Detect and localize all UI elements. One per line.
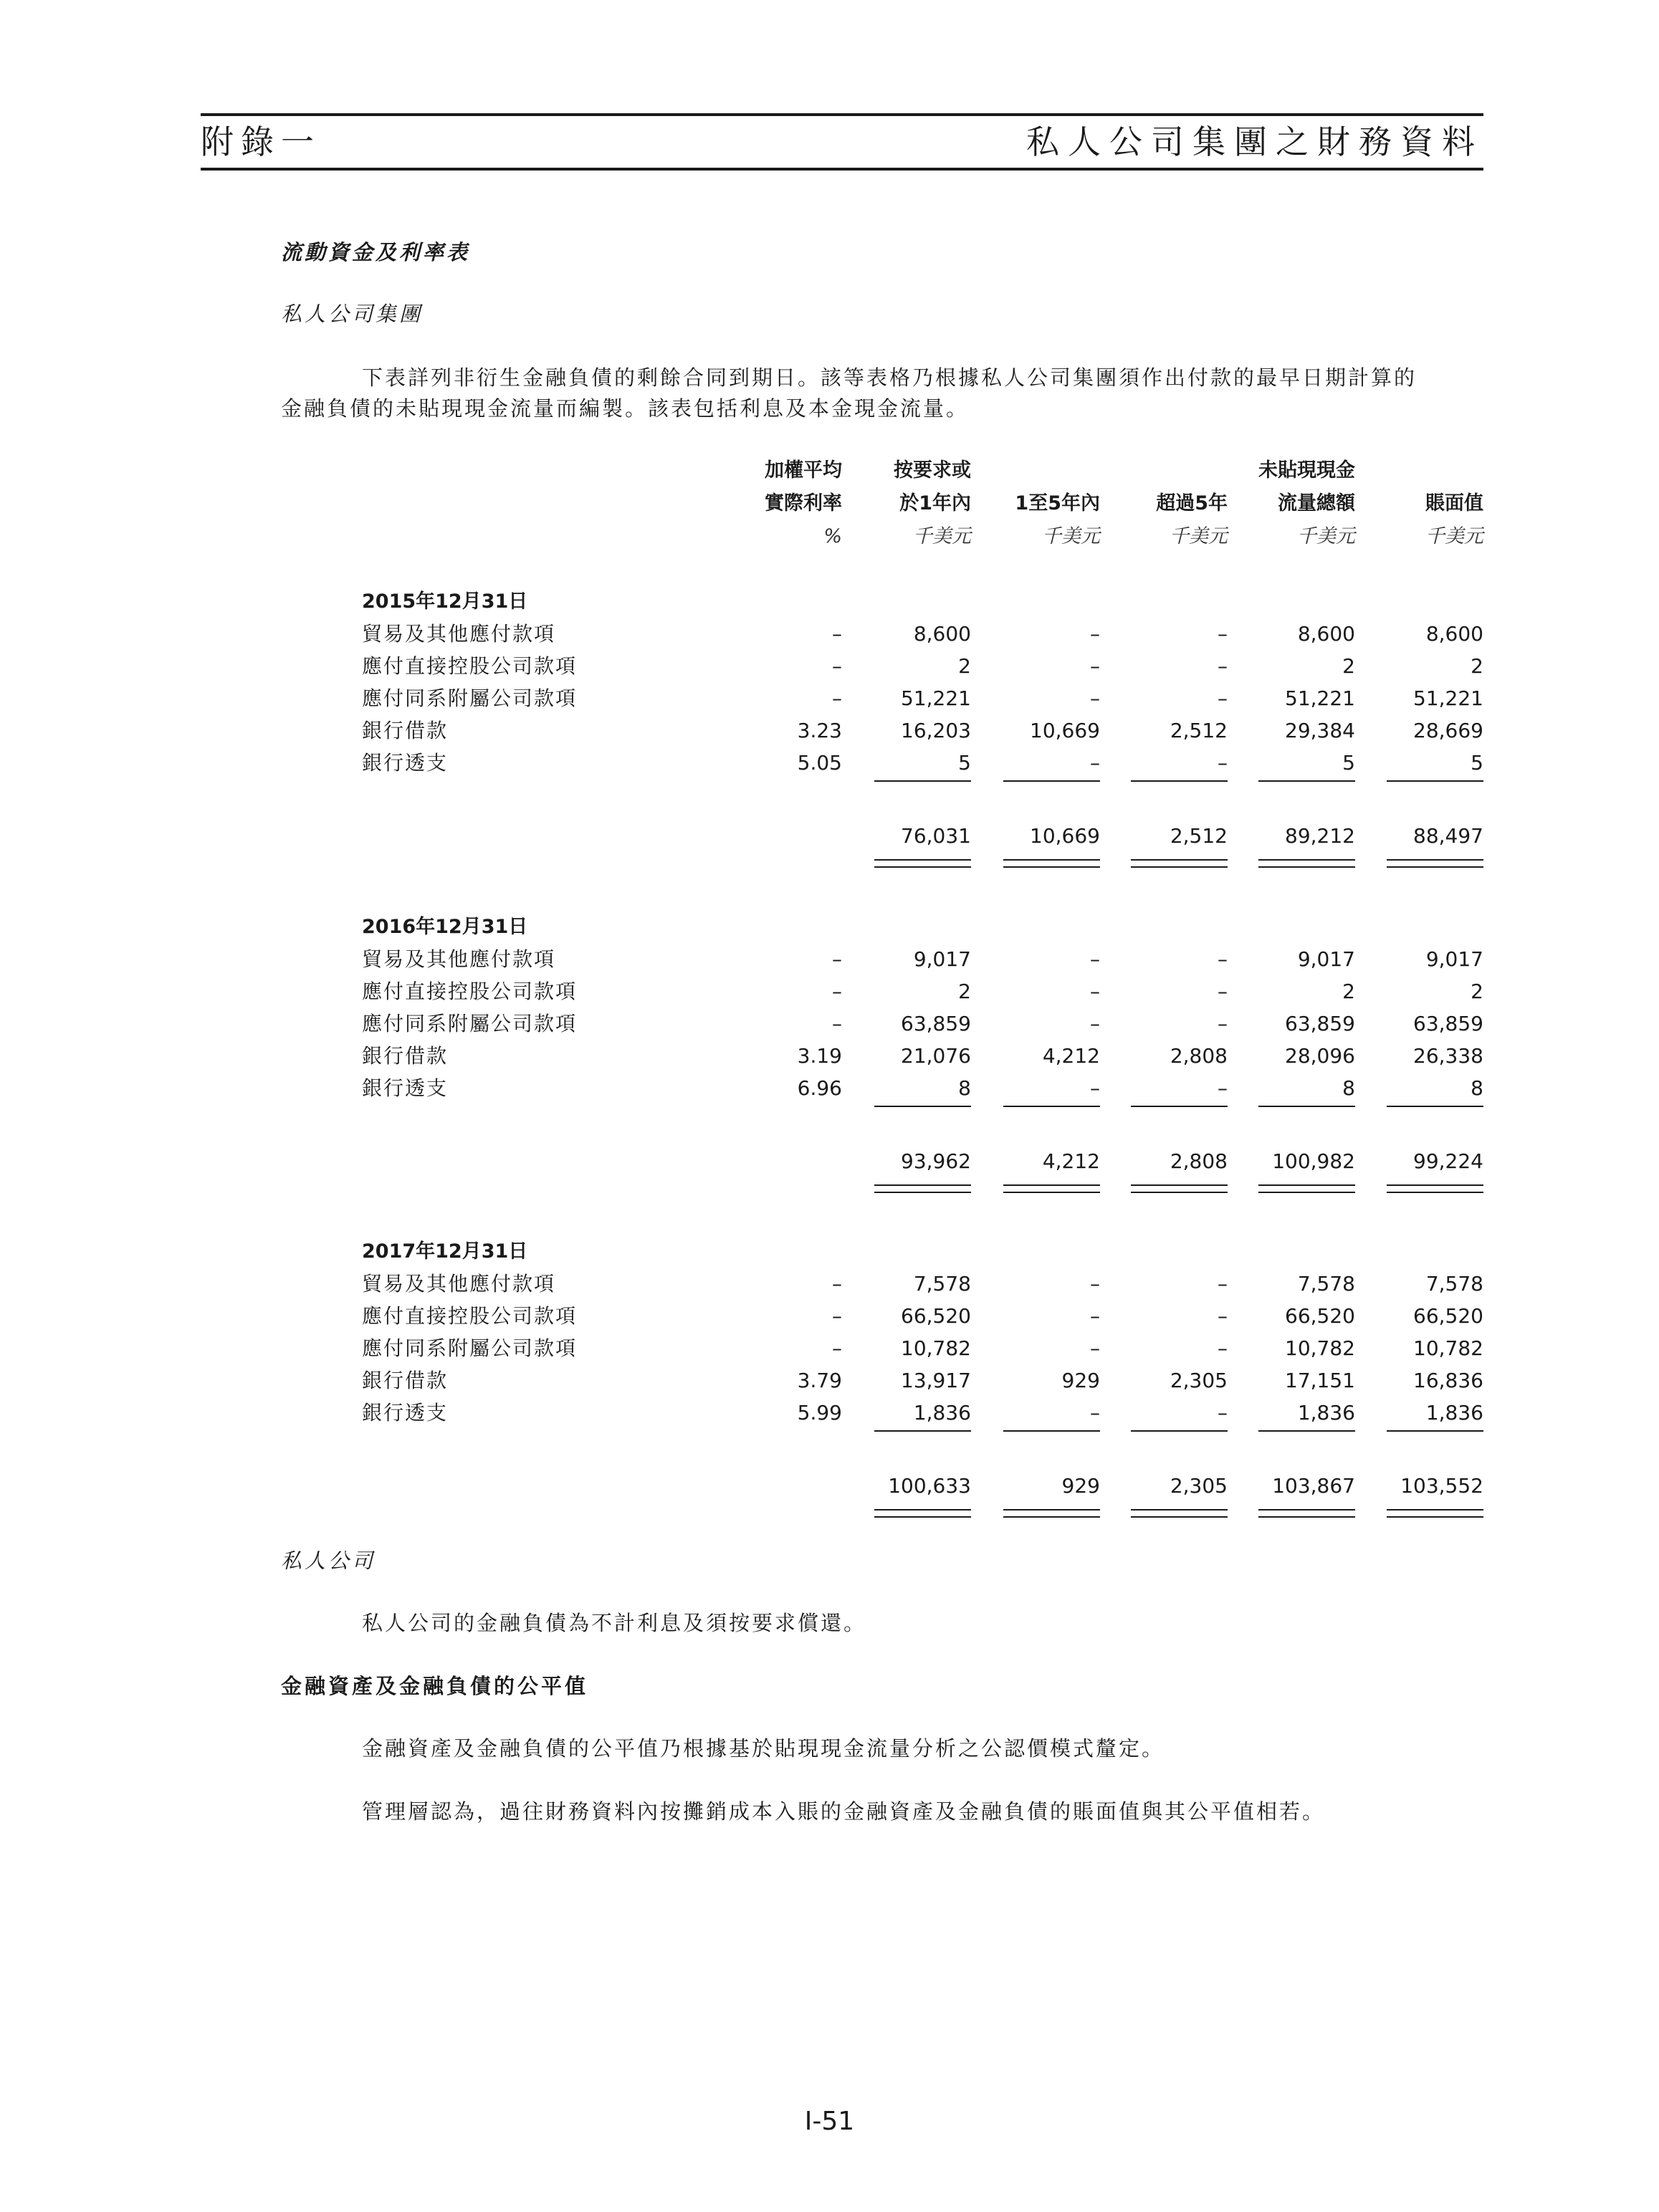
subtotal-rule bbox=[1131, 780, 1228, 782]
row-label: 應付同系附屬公司款項 bbox=[362, 1336, 578, 1360]
liquidity-paragraph-line1: 下表詳列非衍生金融負債的剩餘合同到期日。該等表格乃根據私人公司集團須作出付款的最早日期計算的 bbox=[362, 365, 1417, 390]
total-undiscounted: 100,982 bbox=[1272, 1149, 1355, 1173]
total-row bbox=[0, 1147, 1659, 1179]
cell-1to5: 929 bbox=[1061, 1369, 1100, 1392]
cell-over5: – bbox=[1218, 622, 1228, 646]
total-ondemand: 100,633 bbox=[888, 1474, 971, 1498]
group-subheading: 私人公司集團 bbox=[281, 302, 424, 326]
cell-over5: – bbox=[1218, 1336, 1228, 1360]
cell-over5: – bbox=[1218, 1272, 1228, 1296]
appendix-title: 附錄一 bbox=[201, 123, 321, 161]
cell-ondemand: 16,203 bbox=[901, 719, 971, 742]
subtotal-rule bbox=[1131, 1430, 1228, 1432]
cell-ondemand: 2 bbox=[958, 980, 971, 1003]
total-1to5: 10,669 bbox=[1030, 824, 1100, 848]
total-double-rule bbox=[874, 866, 971, 868]
col-ondemand-line1: 按要求或 bbox=[894, 459, 971, 482]
col-1to5-line2: 1至5年內 bbox=[1015, 492, 1100, 514]
row-label: 應付同系附屬公司款項 bbox=[362, 1012, 578, 1035]
cell-undiscounted: 29,384 bbox=[1285, 719, 1355, 742]
section-date: 2017年12月31日 bbox=[362, 1240, 528, 1263]
total-double-rule bbox=[1131, 1184, 1228, 1186]
cell-carrying: 63,859 bbox=[1413, 1012, 1483, 1035]
fair-value-paragraph-1: 金融資產及金融負債的公平值乃根據基於貼現現金流量分析之公認價模式釐定。 bbox=[362, 1736, 1165, 1761]
total-double-rule bbox=[1131, 1509, 1228, 1510]
row-label: 銀行透支 bbox=[362, 1401, 449, 1425]
fair-value-heading: 金融資產及金融負債的公平值 bbox=[281, 1674, 589, 1698]
cell-over5: 2,512 bbox=[1170, 719, 1228, 742]
cell-over5: – bbox=[1218, 947, 1228, 971]
cell-carrying: 2 bbox=[1471, 980, 1483, 1003]
cell-1to5: – bbox=[1090, 947, 1100, 971]
col-ondemand-line2: 於1年內 bbox=[899, 492, 971, 514]
cell-undiscounted: 66,520 bbox=[1285, 1304, 1355, 1328]
total-over5: 2,305 bbox=[1170, 1474, 1228, 1498]
total-double-rule bbox=[1258, 1516, 1355, 1518]
col-carrying-unit: 千美元 bbox=[1425, 525, 1483, 547]
subtotal-rule bbox=[1387, 780, 1483, 782]
row-label: 貿易及其他應付款項 bbox=[362, 622, 556, 646]
total-double-rule bbox=[1258, 1184, 1355, 1186]
cell-carrying: 1,836 bbox=[1425, 1401, 1483, 1425]
cell-ondemand: 2 bbox=[958, 654, 971, 678]
cell-1to5: – bbox=[1090, 980, 1100, 1003]
cell-1to5: – bbox=[1090, 1076, 1100, 1100]
total-carrying: 88,497 bbox=[1413, 824, 1483, 848]
cell-1to5: – bbox=[1090, 1336, 1100, 1360]
cell-carrying: 16,836 bbox=[1413, 1369, 1483, 1392]
total-double-rule bbox=[874, 859, 971, 861]
total-double-rule bbox=[1131, 1192, 1228, 1193]
total-double-rule bbox=[1003, 1184, 1100, 1186]
cell-ondemand: 1,836 bbox=[913, 1401, 971, 1425]
cell-carrying: 51,221 bbox=[1413, 686, 1483, 710]
cell-over5: 2,808 bbox=[1170, 1044, 1228, 1068]
cell-over5: – bbox=[1218, 751, 1228, 775]
col-over5-line2: 超過5年 bbox=[1156, 492, 1228, 514]
total-double-rule bbox=[1003, 1192, 1100, 1193]
section-date: 2016年12月31日 bbox=[362, 916, 528, 938]
total-ondemand: 76,031 bbox=[901, 824, 971, 848]
table-row bbox=[0, 652, 1659, 684]
total-double-rule bbox=[874, 1516, 971, 1518]
cell-rate: 3.23 bbox=[797, 719, 842, 742]
section-title: 私人公司集團之財務資料 bbox=[1026, 123, 1483, 161]
cell-rate: 3.79 bbox=[797, 1369, 842, 1392]
col-rate-line1: 加權平均 bbox=[765, 459, 842, 482]
table-row bbox=[0, 1399, 1659, 1431]
cell-rate: 5.05 bbox=[797, 751, 842, 775]
cell-1to5: – bbox=[1090, 686, 1100, 710]
total-double-rule bbox=[874, 1509, 971, 1510]
row-label: 應付直接控股公司款項 bbox=[362, 980, 578, 1003]
col-undiscounted-line1: 未貼現現金 bbox=[1258, 459, 1355, 482]
col-undiscounted-unit: 千美元 bbox=[1297, 525, 1355, 547]
col-undiscounted-line2: 流量總額 bbox=[1278, 492, 1355, 514]
cell-rate: – bbox=[832, 1304, 842, 1328]
cell-undiscounted: 2 bbox=[1342, 654, 1355, 678]
cell-over5: – bbox=[1218, 980, 1228, 1003]
total-double-rule bbox=[1387, 866, 1483, 868]
cell-carrying: 7,578 bbox=[1425, 1272, 1483, 1296]
total-double-rule bbox=[1003, 1509, 1100, 1510]
cell-undiscounted: 8,600 bbox=[1297, 622, 1355, 646]
total-double-rule bbox=[1258, 1192, 1355, 1193]
cell-rate: 6.96 bbox=[797, 1076, 842, 1100]
total-double-rule bbox=[1131, 1516, 1228, 1518]
subtotal-rule bbox=[1258, 1106, 1355, 1107]
col-over5-unit: 千美元 bbox=[1170, 525, 1228, 547]
total-double-rule bbox=[1387, 1509, 1483, 1510]
cell-undiscounted: 28,096 bbox=[1285, 1044, 1355, 1068]
company-subheading: 私人公司 bbox=[281, 1548, 376, 1573]
cell-undiscounted: 5 bbox=[1342, 751, 1355, 775]
total-double-rule bbox=[1131, 866, 1228, 868]
cell-ondemand: 63,859 bbox=[901, 1012, 971, 1035]
company-paragraph: 私人公司的金融負債為不計利息及須按要求償還。 bbox=[362, 1611, 867, 1635]
table-row bbox=[0, 977, 1659, 1010]
cell-undiscounted: 8 bbox=[1342, 1076, 1355, 1100]
row-label: 應付同系附屬公司款項 bbox=[362, 686, 578, 710]
total-carrying: 99,224 bbox=[1413, 1149, 1483, 1173]
cell-1to5: – bbox=[1090, 1012, 1100, 1035]
row-label: 貿易及其他應付款項 bbox=[362, 1272, 556, 1296]
total-1to5: 929 bbox=[1061, 1474, 1100, 1498]
cell-rate: – bbox=[832, 654, 842, 678]
cell-undiscounted: 63,859 bbox=[1285, 1012, 1355, 1035]
cell-over5: 2,305 bbox=[1170, 1369, 1228, 1392]
subtotal-rule bbox=[1131, 1106, 1228, 1107]
cell-carrying: 5 bbox=[1471, 751, 1483, 775]
cell-ondemand: 10,782 bbox=[901, 1336, 971, 1360]
row-label: 應付直接控股公司款項 bbox=[362, 1304, 578, 1328]
table-row bbox=[0, 1010, 1659, 1042]
cell-carrying: 2 bbox=[1471, 654, 1483, 678]
row-label: 銀行透支 bbox=[362, 1076, 449, 1100]
col-1to5-unit: 千美元 bbox=[1042, 525, 1100, 547]
cell-carrying: 26,338 bbox=[1413, 1044, 1483, 1068]
row-label: 銀行借款 bbox=[362, 719, 449, 742]
cell-1to5: – bbox=[1090, 751, 1100, 775]
cell-1to5: 10,669 bbox=[1030, 719, 1100, 742]
total-row bbox=[0, 1472, 1659, 1504]
subtotal-rule bbox=[1003, 1106, 1100, 1107]
cell-carrying: 28,669 bbox=[1413, 719, 1483, 742]
cell-carrying: 10,782 bbox=[1413, 1336, 1483, 1360]
table-row bbox=[0, 717, 1659, 749]
total-undiscounted: 89,212 bbox=[1285, 824, 1355, 848]
header-top-rule bbox=[201, 113, 1483, 116]
table-row bbox=[0, 749, 1659, 781]
subtotal-rule bbox=[1258, 1430, 1355, 1432]
cell-undiscounted: 1,836 bbox=[1297, 1401, 1355, 1425]
cell-undiscounted: 2 bbox=[1342, 980, 1355, 1003]
cell-ondemand: 13,917 bbox=[901, 1369, 971, 1392]
total-double-rule bbox=[1003, 859, 1100, 861]
cell-1to5: – bbox=[1090, 1304, 1100, 1328]
total-ondemand: 93,962 bbox=[901, 1149, 971, 1173]
row-label: 銀行透支 bbox=[362, 751, 449, 775]
table-row bbox=[0, 684, 1659, 717]
cell-rate: 5.99 bbox=[797, 1401, 842, 1425]
col-ondemand-unit: 千美元 bbox=[913, 525, 971, 547]
subtotal-rule bbox=[1003, 1430, 1100, 1432]
cell-ondemand: 9,017 bbox=[913, 947, 971, 971]
total-over5: 2,512 bbox=[1170, 824, 1228, 848]
cell-undiscounted: 10,782 bbox=[1285, 1336, 1355, 1360]
total-undiscounted: 103,867 bbox=[1272, 1474, 1355, 1498]
cell-rate: – bbox=[832, 947, 842, 971]
cell-over5: – bbox=[1218, 686, 1228, 710]
total-double-rule bbox=[874, 1184, 971, 1186]
table-row bbox=[0, 1302, 1659, 1334]
section-date: 2015年12月31日 bbox=[362, 590, 528, 613]
col-rate-line2: 實際利率 bbox=[765, 492, 842, 514]
cell-undiscounted: 9,017 bbox=[1297, 947, 1355, 971]
subtotal-rule bbox=[1258, 780, 1355, 782]
subtotal-rule bbox=[874, 1430, 971, 1432]
total-double-rule bbox=[1003, 866, 1100, 868]
total-over5: 2,808 bbox=[1170, 1149, 1228, 1173]
subtotal-rule bbox=[1387, 1106, 1483, 1107]
cell-rate: – bbox=[832, 980, 842, 1003]
cell-ondemand: 5 bbox=[958, 751, 971, 775]
total-row bbox=[0, 822, 1659, 854]
total-1to5: 4,212 bbox=[1042, 1149, 1100, 1173]
cell-carrying: 8,600 bbox=[1425, 622, 1483, 646]
table-row bbox=[0, 1366, 1659, 1399]
cell-1to5: – bbox=[1090, 1401, 1100, 1425]
cell-over5: – bbox=[1218, 1304, 1228, 1328]
table-row bbox=[0, 1074, 1659, 1106]
subtotal-rule bbox=[1003, 780, 1100, 782]
row-label: 銀行借款 bbox=[362, 1369, 449, 1392]
liquidity-paragraph-line2: 金融負債的未貼現現金流量而編製。該表包括利息及本金現金流量。 bbox=[281, 396, 970, 421]
cell-1to5: – bbox=[1090, 654, 1100, 678]
total-double-rule bbox=[1258, 859, 1355, 861]
row-label: 銀行借款 bbox=[362, 1044, 449, 1068]
total-double-rule bbox=[1387, 859, 1483, 861]
cell-rate: – bbox=[832, 622, 842, 646]
table-row bbox=[0, 1042, 1659, 1074]
page-number: I-51 bbox=[804, 2107, 855, 2136]
header-bottom-rule bbox=[201, 168, 1483, 171]
total-double-rule bbox=[1387, 1516, 1483, 1518]
cell-ondemand: 8 bbox=[958, 1076, 971, 1100]
cell-ondemand: 51,221 bbox=[901, 686, 971, 710]
table-row bbox=[0, 1270, 1659, 1302]
cell-over5: – bbox=[1218, 1401, 1228, 1425]
cell-rate: – bbox=[832, 1336, 842, 1360]
cell-carrying: 66,520 bbox=[1413, 1304, 1483, 1328]
subtotal-rule bbox=[874, 1106, 971, 1107]
liquidity-heading: 流動資金及利率表 bbox=[281, 240, 471, 264]
row-label: 應付直接控股公司款項 bbox=[362, 654, 578, 678]
cell-undiscounted: 7,578 bbox=[1297, 1272, 1355, 1296]
cell-undiscounted: 17,151 bbox=[1285, 1369, 1355, 1392]
table-row bbox=[0, 1334, 1659, 1366]
cell-over5: – bbox=[1218, 1076, 1228, 1100]
col-rate-unit: % bbox=[823, 525, 842, 547]
fair-value-paragraph-2: 管理層認為，過往財務資料內按攤銷成本入賬的金融資產及金融負債的賬面值與其公平值相若。 bbox=[362, 1799, 1326, 1824]
total-double-rule bbox=[1258, 866, 1355, 868]
subtotal-rule bbox=[874, 780, 971, 782]
cell-carrying: 8 bbox=[1471, 1076, 1483, 1100]
table-row bbox=[0, 945, 1659, 977]
row-label: 貿易及其他應付款項 bbox=[362, 947, 556, 971]
cell-carrying: 9,017 bbox=[1425, 947, 1483, 971]
cell-rate: 3.19 bbox=[797, 1044, 842, 1068]
col-carrying-line2: 賬面值 bbox=[1425, 492, 1483, 514]
cell-ondemand: 8,600 bbox=[913, 622, 971, 646]
cell-ondemand: 21,076 bbox=[901, 1044, 971, 1068]
table-row bbox=[0, 620, 1659, 652]
cell-ondemand: 7,578 bbox=[913, 1272, 971, 1296]
total-double-rule bbox=[1131, 859, 1228, 861]
subtotal-rule bbox=[1387, 1430, 1483, 1432]
total-double-rule bbox=[1387, 1184, 1483, 1186]
total-carrying: 103,552 bbox=[1400, 1474, 1483, 1498]
cell-rate: – bbox=[832, 1272, 842, 1296]
total-double-rule bbox=[1003, 1516, 1100, 1518]
cell-rate: – bbox=[832, 686, 842, 710]
cell-rate: – bbox=[832, 1012, 842, 1035]
cell-ondemand: 66,520 bbox=[901, 1304, 971, 1328]
cell-1to5: – bbox=[1090, 622, 1100, 646]
cell-over5: – bbox=[1218, 1012, 1228, 1035]
total-double-rule bbox=[1258, 1509, 1355, 1510]
cell-1to5: 4,212 bbox=[1042, 1044, 1100, 1068]
cell-over5: – bbox=[1218, 654, 1228, 678]
cell-1to5: – bbox=[1090, 1272, 1100, 1296]
total-double-rule bbox=[874, 1192, 971, 1193]
total-double-rule bbox=[1387, 1192, 1483, 1193]
cell-undiscounted: 51,221 bbox=[1285, 686, 1355, 710]
